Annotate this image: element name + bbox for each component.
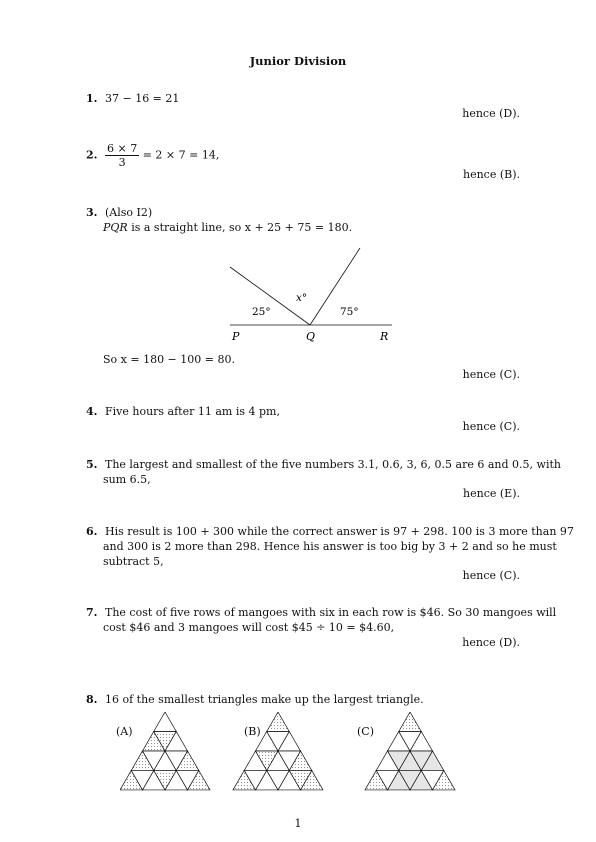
numerator: 6 × 7 [106, 142, 138, 155]
solution-text: cost $46 and 3 mangoes will cost $45 ÷ 10 = $4.60, [103, 621, 395, 634]
option-a-label: (A) [116, 725, 133, 738]
question-number: 7. [86, 606, 98, 619]
question-number: 1. [86, 92, 98, 105]
angle-diagram [220, 245, 400, 345]
solution-text: and 300 is 2 more than 298. Hence his answer is too big by 3 + 2 and so he must [103, 540, 557, 553]
question-number: 5. [86, 458, 98, 471]
solution-text: is a straight line, so x + 25 + 75 = 180. [131, 221, 353, 234]
option-c-label: (C) [357, 725, 374, 738]
solution-text: = 2 × 7 = 14, [142, 148, 220, 162]
solution-text: sum 6.5, [103, 473, 151, 486]
question-number: 6. [86, 525, 98, 538]
answer: hence (D). [462, 107, 520, 120]
solution-text: His result is 100 + 300 while the correct answer is 97 + 298. 100 is 3 more than 97 [104, 525, 574, 538]
solution-text: 37 − 16 = 21 [104, 92, 180, 105]
solution-text: So x = 180 − 100 = 80. [103, 353, 235, 366]
angle-x-label: x° [296, 292, 308, 304]
question-note: (Also I2) [104, 206, 153, 219]
question-number: 3. [86, 206, 98, 219]
question-1 [86, 92, 179, 105]
small-triangle [154, 712, 177, 731]
triangle-option-a [120, 712, 210, 790]
triangle-figures [120, 712, 470, 800]
triangle-option-c [365, 712, 455, 790]
answer: hence (D). [462, 636, 520, 649]
point-p-label: P [232, 330, 240, 343]
solution-text: The cost of five rows of mangoes with six in each row is $46. So 30 mangoes will [104, 606, 557, 619]
angle-25-label: 25° [252, 306, 271, 318]
question-2 [86, 142, 219, 169]
question-5 [86, 458, 561, 471]
question-7 [86, 606, 556, 619]
answer: hence (B). [462, 168, 520, 181]
point-q-label: Q [306, 330, 316, 343]
answer: hence (C). [462, 420, 520, 433]
question-8 [86, 693, 424, 706]
solution-text: The largest and smallest of the five numbers 3.1, 0.6, 3, 6, 0.5 are 6 and 0.5, with [104, 458, 561, 471]
page-title: Junior Division [249, 54, 347, 68]
answer: hence (E). [463, 487, 520, 500]
page-number: 1 [294, 817, 302, 830]
point-r-label: R [380, 330, 389, 343]
question-3 [86, 206, 152, 219]
solution-text: 16 of the smallest triangles make up the largest triangle. [104, 693, 424, 706]
angle-75-label: 75° [340, 306, 359, 318]
option-b-label: (B) [244, 725, 261, 738]
solution-line [103, 221, 352, 234]
small-triangle [267, 712, 290, 731]
small-triangle [399, 712, 422, 731]
question-6 [86, 525, 574, 538]
fraction [105, 142, 139, 169]
answer: hence (C). [462, 569, 520, 582]
solution-text: subtract 5, [103, 555, 164, 568]
answer: hence (C). [462, 368, 520, 381]
question-4 [86, 405, 280, 418]
question-number: 8. [86, 693, 98, 706]
denominator: 3 [118, 156, 126, 169]
solution-text: Five hours after 11 am is 4 pm, [104, 405, 280, 418]
question-number: 4. [86, 405, 98, 418]
triangle-option-b [233, 712, 323, 790]
question-number: 2. [86, 148, 98, 162]
line-name: PQR [103, 221, 128, 234]
